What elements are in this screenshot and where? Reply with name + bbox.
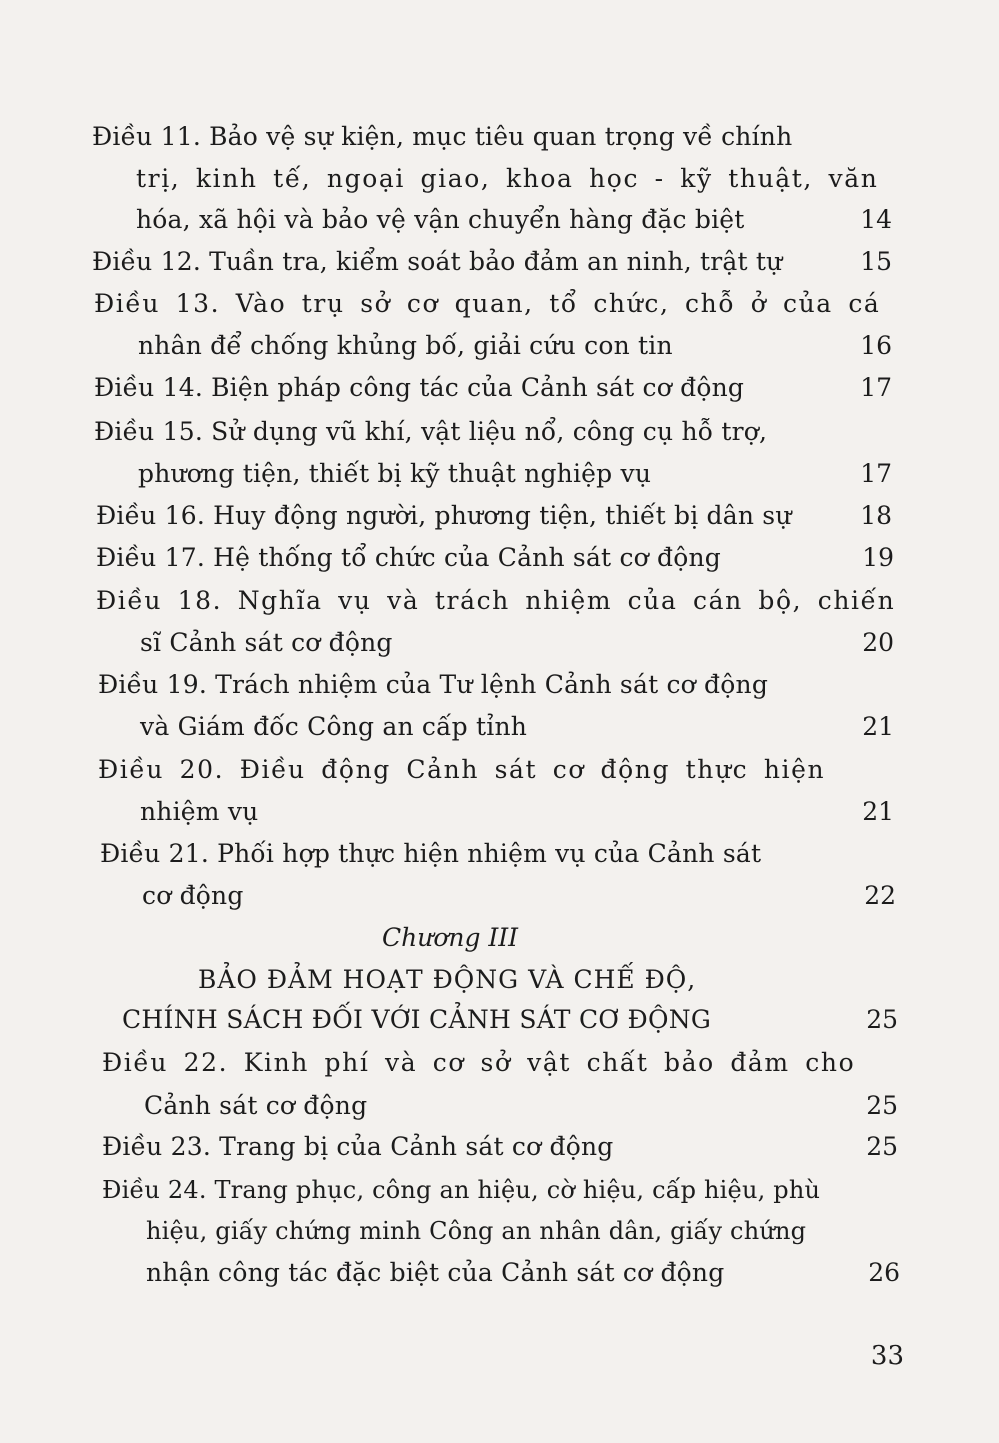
toc-entry-18-page: 20 xyxy=(862,628,894,657)
toc-entry-24-line-2: hiệu, giấy chứng minh Công an nhân dân, giấy chứng xyxy=(146,1217,807,1245)
toc-entry-20-line-1: Điều 20. Điều động Cảnh sát cơ động thực hiện xyxy=(98,755,826,784)
toc-entry-20-line-2: nhiệm vụ xyxy=(140,797,259,826)
chapter-label: Chương III xyxy=(382,923,519,952)
toc-entry-21-line-1: Điều 21. Phối hợp thực hiện nhiệm vụ của Cảnh sát xyxy=(100,839,762,868)
toc-entry-11-line-1: Điều 11. Bảo vệ sự kiện, mục tiêu quan trọng về chính xyxy=(92,122,793,151)
toc-entry-20-page: 21 xyxy=(862,797,894,826)
toc-entry-15-line-2: phương tiện, thiết bị kỹ thuật nghiệp vụ xyxy=(138,459,652,488)
toc-entry-21-line-2: cơ động xyxy=(142,881,244,910)
toc-entry-11-line-3: hóa, xã hội và bảo vệ vận chuyển hàng đặc biệt xyxy=(136,205,745,234)
toc-entry-17-page: 19 xyxy=(862,543,894,572)
toc-entry-15-page: 17 xyxy=(860,459,892,488)
toc-entry-22-line-1: Điều 22. Kinh phí và cơ sở vật chất bảo đảm cho xyxy=(102,1048,856,1077)
toc-entry-18-line-2: sĩ Cảnh sát cơ động xyxy=(140,628,393,657)
toc-entry-19-line-1: Điều 19. Trách nhiệm của Tư lệnh Cảnh sát cơ động xyxy=(98,670,769,699)
page-number: 33 xyxy=(870,1341,904,1371)
toc-entry-16-page: 18 xyxy=(860,501,892,530)
toc-entry-23-page: 25 xyxy=(866,1132,898,1161)
toc-entry-13-page: 16 xyxy=(860,331,892,360)
toc-entry-12-page: 15 xyxy=(860,247,892,276)
toc-entry-14-page: 17 xyxy=(860,373,892,402)
toc-entry-14-line-1: Điều 14. Biện pháp công tác của Cảnh sát cơ động xyxy=(94,373,745,402)
toc-entry-12-line-1: Điều 12. Tuần tra, kiểm soát bảo đảm an ninh, trật tự xyxy=(92,247,783,276)
toc-entry-22-line-2: Cảnh sát cơ động xyxy=(144,1091,368,1120)
toc-entry-24-line-1: Điều 24. Trang phục, công an hiệu, cờ hiệu, cấp hiệu, phù xyxy=(102,1176,821,1204)
chapter-title-line-2: CHÍNH SÁCH ĐỐI VỚI CẢNH SÁT CƠ ĐỘNG xyxy=(122,1005,712,1034)
chapter-title-line-1: BẢO ĐẢM HOẠT ĐỘNG VÀ CHẾ ĐỘ, xyxy=(198,965,697,994)
toc-entry-13-line-1: Điều 13. Vào trụ sở cơ quan, tổ chức, chỗ ở của cá xyxy=(94,289,881,318)
toc-entry-23-line-1: Điều 23. Trang bị của Cảnh sát cơ động xyxy=(102,1132,614,1161)
toc-entry-21-page: 22 xyxy=(864,881,896,910)
toc-entry-16-line-1: Điều 16. Huy động người, phương tiện, thiết bị dân sự xyxy=(96,501,792,530)
toc-entry-17-line-1: Điều 17. Hệ thống tổ chức của Cảnh sát cơ động xyxy=(96,543,722,572)
toc-entry-24-page: 26 xyxy=(868,1258,900,1287)
toc-entry-13-line-2: nhân để chống khủng bố, giải cứu con tin xyxy=(138,331,673,360)
toc-entry-22-page: 25 xyxy=(866,1091,898,1120)
chapter-page: 25 xyxy=(866,1005,898,1034)
toc-entry-19-line-2: và Giám đốc Công an cấp tỉnh xyxy=(140,712,528,741)
toc-entry-19-page: 21 xyxy=(862,712,894,741)
toc-entry-11-page: 14 xyxy=(860,205,892,234)
toc-entry-15-line-1: Điều 15. Sử dụng vũ khí, vật liệu nổ, công cụ hỗ trợ, xyxy=(94,417,768,446)
toc-entry-24-line-3: nhận công tác đặc biệt của Cảnh sát cơ động xyxy=(146,1258,725,1287)
toc-entry-11-line-2: trị, kinh tế, ngoại giao, khoa học - kỹ thuật, văn xyxy=(136,164,879,193)
toc-entry-18-line-1: Điều 18. Nghĩa vụ và trách nhiệm của cán bộ, chiến xyxy=(96,586,896,615)
